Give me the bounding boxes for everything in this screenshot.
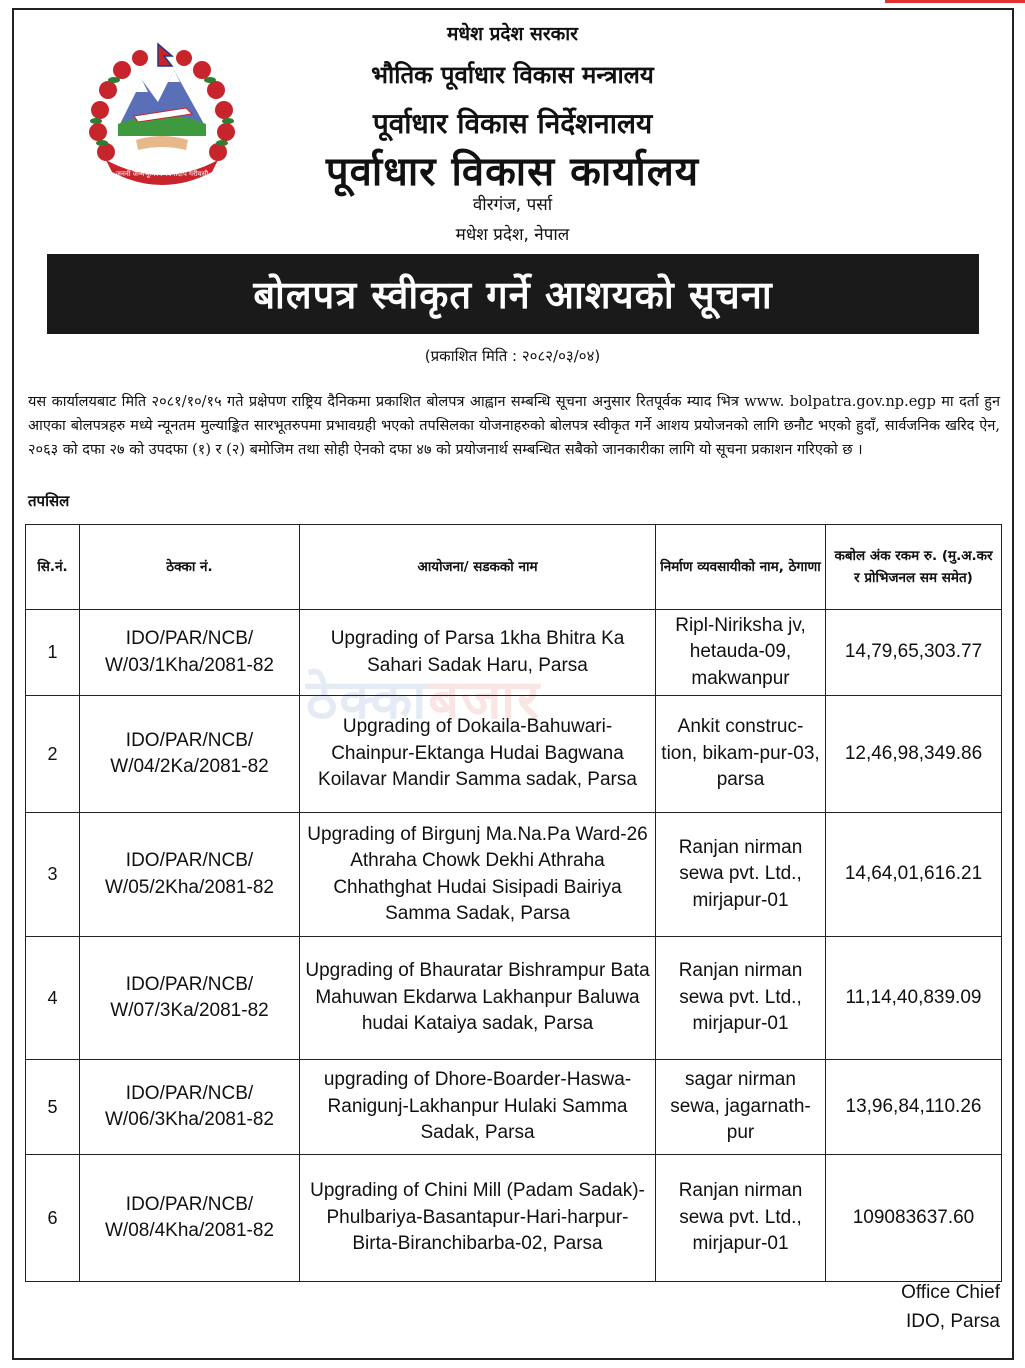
row-serial: 2 <box>26 696 80 813</box>
table-header-row <box>26 525 1002 610</box>
directorate-name: पूर्वाधार विकास निर्देशनालय <box>372 107 653 140</box>
row-contractor: Ranjan nirman sewa pvt. Ltd., mirjapur-01 <box>656 937 826 1060</box>
header-contractor: निर्माण व्यवसायीको नाम, ठेगाणा <box>656 525 826 610</box>
table-row <box>26 1155 1002 1282</box>
row-contractor: sagar nirman sewa, jagarnath-pur <box>656 1060 826 1155</box>
office-name: पूर्वाधार विकास कार्यालय <box>325 149 700 195</box>
row-contractor: Ranjan nirman sewa pvt. Ltd., mirjapur-01 <box>656 813 826 937</box>
table-row <box>26 1060 1002 1155</box>
row-serial: 5 <box>26 1060 80 1155</box>
provincial-government: मधेश प्रदेश सरकार <box>447 23 578 45</box>
office-city: वीरगंज, पर्सा <box>472 195 553 215</box>
schedule-label: तपसिल <box>28 492 70 510</box>
table-row <box>26 696 1002 813</box>
watermark-part-2: बजार <box>428 668 542 731</box>
row-contract-no: IDO/PAR/NCB/ W/06/3Kha/2081-82 <box>80 1060 300 1155</box>
emblem-motto: जननी जन्मभूमिश्च स्वर्गादपि गरीयसी <box>115 170 209 178</box>
watermark-part-1: ठेक्का <box>306 668 429 731</box>
signature-office: IDO, Parsa <box>906 1311 1000 1332</box>
row-contract-no: IDO/PAR/NCB/ W/04/2Ka/2081-82 <box>80 696 300 813</box>
row-contractor: Ranjan nirman sewa pvt. Ltd., mirjapur-01 <box>656 1155 826 1282</box>
row-project-name: Upgrading of Chini Mill (Padam Sadak)-Phulbariya-Basantapur-Hari-harpur-Birta-Biranchibarba-02, Parsa <box>300 1155 656 1282</box>
table-row <box>26 937 1002 1060</box>
row-contract-no: IDO/PAR/NCB/ W/08/4Kha/2081-82 <box>80 1155 300 1282</box>
row-serial: 4 <box>26 937 80 1060</box>
row-contract-no: IDO/PAR/NCB/ W/05/2Kha/2081-82 <box>80 813 300 937</box>
row-project-name: Upgrading of Bhauratar Bishrampur Bata Mahuwan Ekdarwa Lakhanpur Baluwa hudai Kataiya sadak, Parsa <box>300 937 656 1060</box>
header-contract-no: ठेक्का नं. <box>80 525 300 610</box>
notice-title: बोलपत्र स्वीकृत गर्ने आशयको सूचना <box>253 273 773 317</box>
table-row <box>26 610 1002 696</box>
row-project-name: Upgrading of Parsa 1kha Bhitra Ka Sahari Sadak Haru, Parsa <box>300 610 656 696</box>
header-serial: सि.नं. <box>26 525 80 610</box>
row-bid-amount: 14,79,65,303.77 <box>826 610 1002 696</box>
table-row <box>26 813 1002 937</box>
office-province: मधेश प्रदेश, नेपाल <box>455 225 570 245</box>
row-serial: 6 <box>26 1155 80 1282</box>
row-bid-amount: 11,14,40,839.09 <box>826 937 1002 1060</box>
row-project-name: Upgrading of Birgunj Ma.Na.Pa Ward-26 Athraha Chowk Dekhi Athraha Chhathghat Hudai Sisipadi Bairiya Samma Sadak, Parsa <box>300 813 656 937</box>
row-contract-no: IDO/PAR/NCB/ W/07/3Ka/2081-82 <box>80 937 300 1060</box>
published-date: (प्रकाशित मिति : २०८२/०३/०४) <box>424 347 601 365</box>
row-serial: 1 <box>26 610 80 696</box>
row-contractor: Ankit construc-tion, bikam-pur-03, parsa <box>656 696 826 813</box>
header-project-name: आयोजना/ सडकको नाम <box>300 525 656 610</box>
row-project-name: upgrading of Dhore-Boarder-Haswa-Ranigunj-Lakhanpur Hulaki Samma Sadak, Parsa <box>300 1060 656 1155</box>
signature-title: Office Chief <box>901 1282 1000 1303</box>
row-bid-amount: 14,64,01,616.21 <box>826 813 1002 937</box>
row-project-name: Upgrading of Dokaila-Bahuwari-Chainpur-Ektanga Hudai Bagwana Koilavar Mandir Samma sadak, Parsa <box>300 696 656 813</box>
row-contractor: Ripl-Niriksha jv, hetauda-09, makwanpur <box>656 610 826 696</box>
ministry-name: भौतिक पूर्वाधार विकास मन्त्रालय <box>371 61 654 89</box>
header-bid-amount: कबोल अंक रकम रु. (मु.अ.कर र प्रोभिजनल सम समेत) <box>826 525 1002 610</box>
row-bid-amount: 13,96,84,110.26 <box>826 1060 1002 1155</box>
tender-table <box>25 524 1002 1282</box>
row-bid-amount: 109083637.60 <box>826 1155 1002 1282</box>
notice-title-banner <box>47 254 979 334</box>
row-serial: 3 <box>26 813 80 937</box>
top-accent-bar <box>885 0 1025 3</box>
notice-body: यस कार्यालयबाट मिति २०८१/१०/१५ गते प्रक्षेपण राष्ट्रिय दैनिकमा प्रकाशित बोलपत्र आह्वान सम्बन्धि सूचना अनुसार रितपूर्वक म्याद भित्र www. bolpatra.gov.np.egp मा दर्ता हुन आएका बोलपत्रहरु मध्ये न्यूनतम मुल्याङ्कित सारभूतरुपमा प्रभावग्रही भएको तपसिलका योजनाहरुको बोलपत्र स्वीकृत गर्ने आशय प्रयोजनको लागि छनौट भएको हुदाँ, सार्वजनिक खरिद ऐन, २०६३ को दफा २७ को उपदफा (१) र (२) बमोजिम तथा सोही ऐनको दफा ४७ को प्रयोजनार्थ सम्बन्धित सबैको जानकारीका लागि यो सूचना प्रकाशन गरिएको छ । <box>28 394 1000 458</box>
row-contract-no: IDO/PAR/NCB/ W/03/1Kha/2081-82 <box>80 610 300 696</box>
row-bid-amount: 12,46,98,349.86 <box>826 696 1002 813</box>
